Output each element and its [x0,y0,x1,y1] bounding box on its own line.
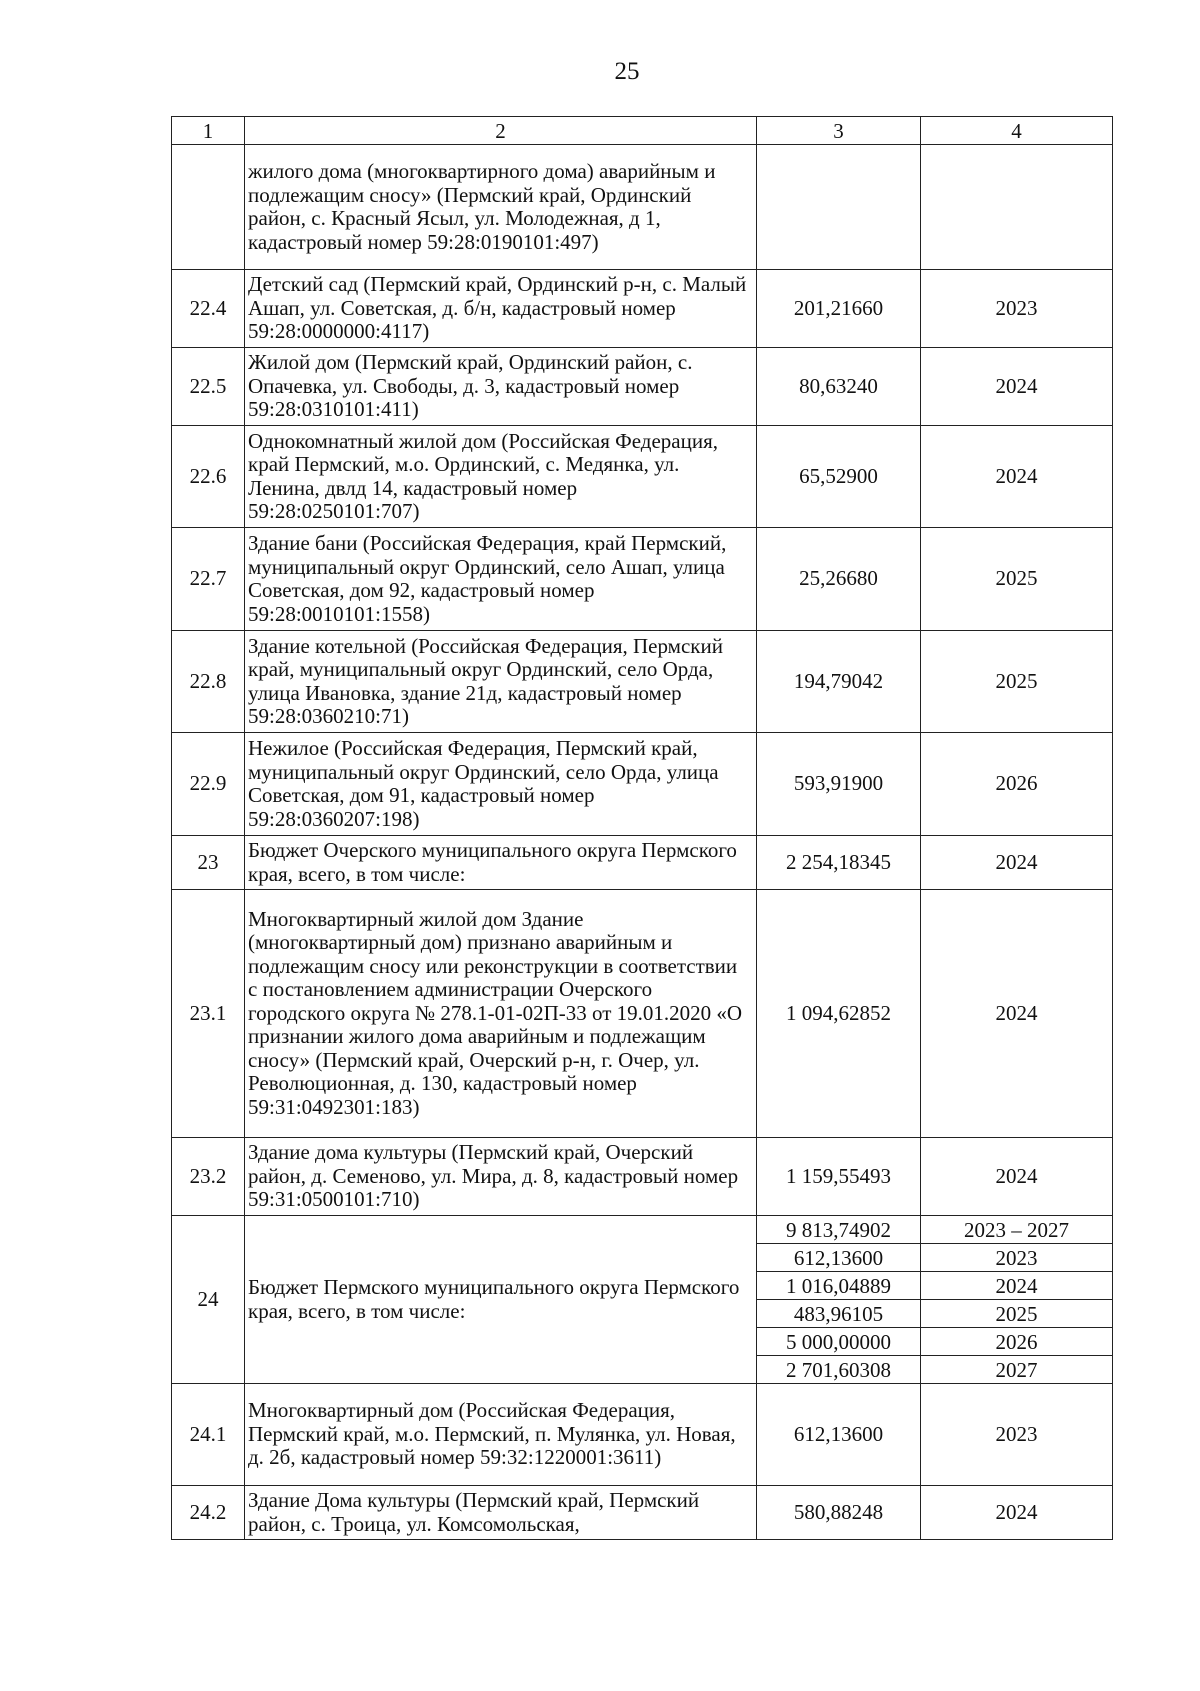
row-number: 24 [172,1216,245,1384]
row-value: 9 813,74902 [757,1216,921,1244]
table-row [172,348,1113,426]
table-row [172,270,1113,348]
row-description: Многоквартирный жилой дом Здание (многоквартирный дом) признано аварийным и подлежащим сносу или реконструкции в соответствии с постановлением администрации Очерского городского округа № 278.1-01-02П-33 от 19.01.2020 «О признании жилого дома аварийным и подлежащим сносу» (Пермский край, Очерский р-н, г. Очер, ул. Революционная, д. 130, кадастровый номер 59:31:0492301:183) [245,890,757,1138]
row-year: 2024 [921,348,1113,426]
row-value: 5 000,00000 [757,1328,921,1356]
row-description: Бюджет Пермского муниципального округа Пермского края, всего, в том числе: [245,1216,757,1384]
row-year: 2023 [921,1244,1113,1272]
row-number: 22.4 [172,270,245,348]
table-row [172,1384,1113,1486]
table-row [172,145,1113,270]
row-description: Здание котельной (Российская Федерация, Пермский край, муниципальный округ Ординский, село Орда, улица Ивановка, здание 21д, кадастровый номер 59:28:0360210:71) [245,631,757,733]
data-table [171,116,1113,1540]
page-number: 25 [614,58,640,85]
row-value: 483,96105 [757,1300,921,1328]
row-value: 1 094,62852 [757,890,921,1138]
row-value: 80,63240 [757,348,921,426]
row-number: 22.7 [172,528,245,631]
row-year: 2026 [921,733,1113,836]
row-value: 2 254,18345 [757,836,921,890]
table-row [172,1486,1113,1540]
row-number: 22.9 [172,733,245,836]
row-number: 24.1 [172,1384,245,1486]
row-year: 2023 [921,1384,1113,1486]
row-year: 2024 [921,890,1113,1138]
row-value: 593,91900 [757,733,921,836]
table-row [172,631,1113,733]
table-header-row [172,117,1113,145]
header-col-3: 3 [757,117,921,145]
row-value: 612,13600 [757,1244,921,1272]
row-value: 65,52900 [757,426,921,528]
row-year: 2024 [921,1138,1113,1216]
row-year: 2026 [921,1328,1113,1356]
row-description: Здание бани (Российская Федерация, край Пермский, муниципальный округ Ординский, село Ашап, улица Советская, дом 92, кадастровый номер 59:28:0010101:1558) [245,528,757,631]
row-description: Однокомнатный жилой дом (Российская Федерация, край Пермский, м.о. Ординский, с. Медянка, ул. Ленина, двлд 14, кадастровый номер 59:28:0250101:707) [245,426,757,528]
row-value: 194,79042 [757,631,921,733]
row-year: 2023 – 2027 [921,1216,1113,1244]
row-year: 2024 [921,1486,1113,1540]
row-year: 2025 [921,1300,1113,1328]
row-number: 22.5 [172,348,245,426]
row-description: Жилой дом (Пермский край, Ординский район, с. Опачевка, ул. Свободы, д. 3, кадастровый номер 59:28:0310101:411) [245,348,757,426]
table-row [172,1138,1113,1216]
table-row [172,890,1113,1138]
row-number: 22.6 [172,426,245,528]
row-year: 2025 [921,631,1113,733]
row-year: 2025 [921,528,1113,631]
row-description: жилого дома (многоквартирного дома) аварийным и подлежащим сносу» (Пермский край, Ординский район, с. Красный Ясыл, ул. Молодежная, д 1, кадастровый номер 59:28:0190101:497) [245,145,757,270]
row-description: Здание дома культуры (Пермский край, Очерский район, д. Семеново, ул. Мира, д. 8, кадастровый номер 59:31:0500101:710) [245,1138,757,1216]
row-value: 1 159,55493 [757,1138,921,1216]
row-number: 23.2 [172,1138,245,1216]
row-number: 23 [172,836,245,890]
row-value: 612,13600 [757,1384,921,1486]
row-year: 2024 [921,836,1113,890]
row-value: 25,26680 [757,528,921,631]
row-year: 2024 [921,426,1113,528]
row-number: 22.8 [172,631,245,733]
row-description: Нежилое (Российская Федерация, Пермский край, муниципальный округ Ординский, село Орда, улица Советская, дом 91, кадастровый номер 59:28:0360207:198) [245,733,757,836]
header-col-1: 1 [172,117,245,145]
row-number: 24.2 [172,1486,245,1540]
table-row [172,1216,1113,1244]
row-description: Здание Дома культуры (Пермский край, Пермский район, с. Троица, ул. Комсомольская, [245,1486,757,1540]
table-row [172,426,1113,528]
row-value: 2 701,60308 [757,1356,921,1384]
row-year: 2024 [921,1272,1113,1300]
table-row [172,528,1113,631]
row-value: 201,21660 [757,270,921,348]
header-col-2: 2 [245,117,757,145]
row-description: Многоквартирный дом (Российская Федерация, Пермский край, м.о. Пермский, п. Мулянка, ул. Новая, д. 2б, кадастровый номер 59:32:1220001:3611) [245,1384,757,1486]
row-value: 580,88248 [757,1486,921,1540]
row-year: 2027 [921,1356,1113,1384]
header-col-4: 4 [921,117,1113,145]
row-value: 1 016,04889 [757,1272,921,1300]
row-number: 23.1 [172,890,245,1138]
row-description: Детский сад (Пермский край, Ординский р-н, с. Малый Ашап, ул. Советская, д. б/н, кадастровый номер 59:28:0000000:4117) [245,270,757,348]
row-number [172,145,245,270]
row-year: 2023 [921,270,1113,348]
table-row [172,733,1113,836]
row-description: Бюджет Очерского муниципального округа Пермского края, всего, в том числе: [245,836,757,890]
row-value [757,145,921,270]
table-row [172,836,1113,890]
row-year [921,145,1113,270]
